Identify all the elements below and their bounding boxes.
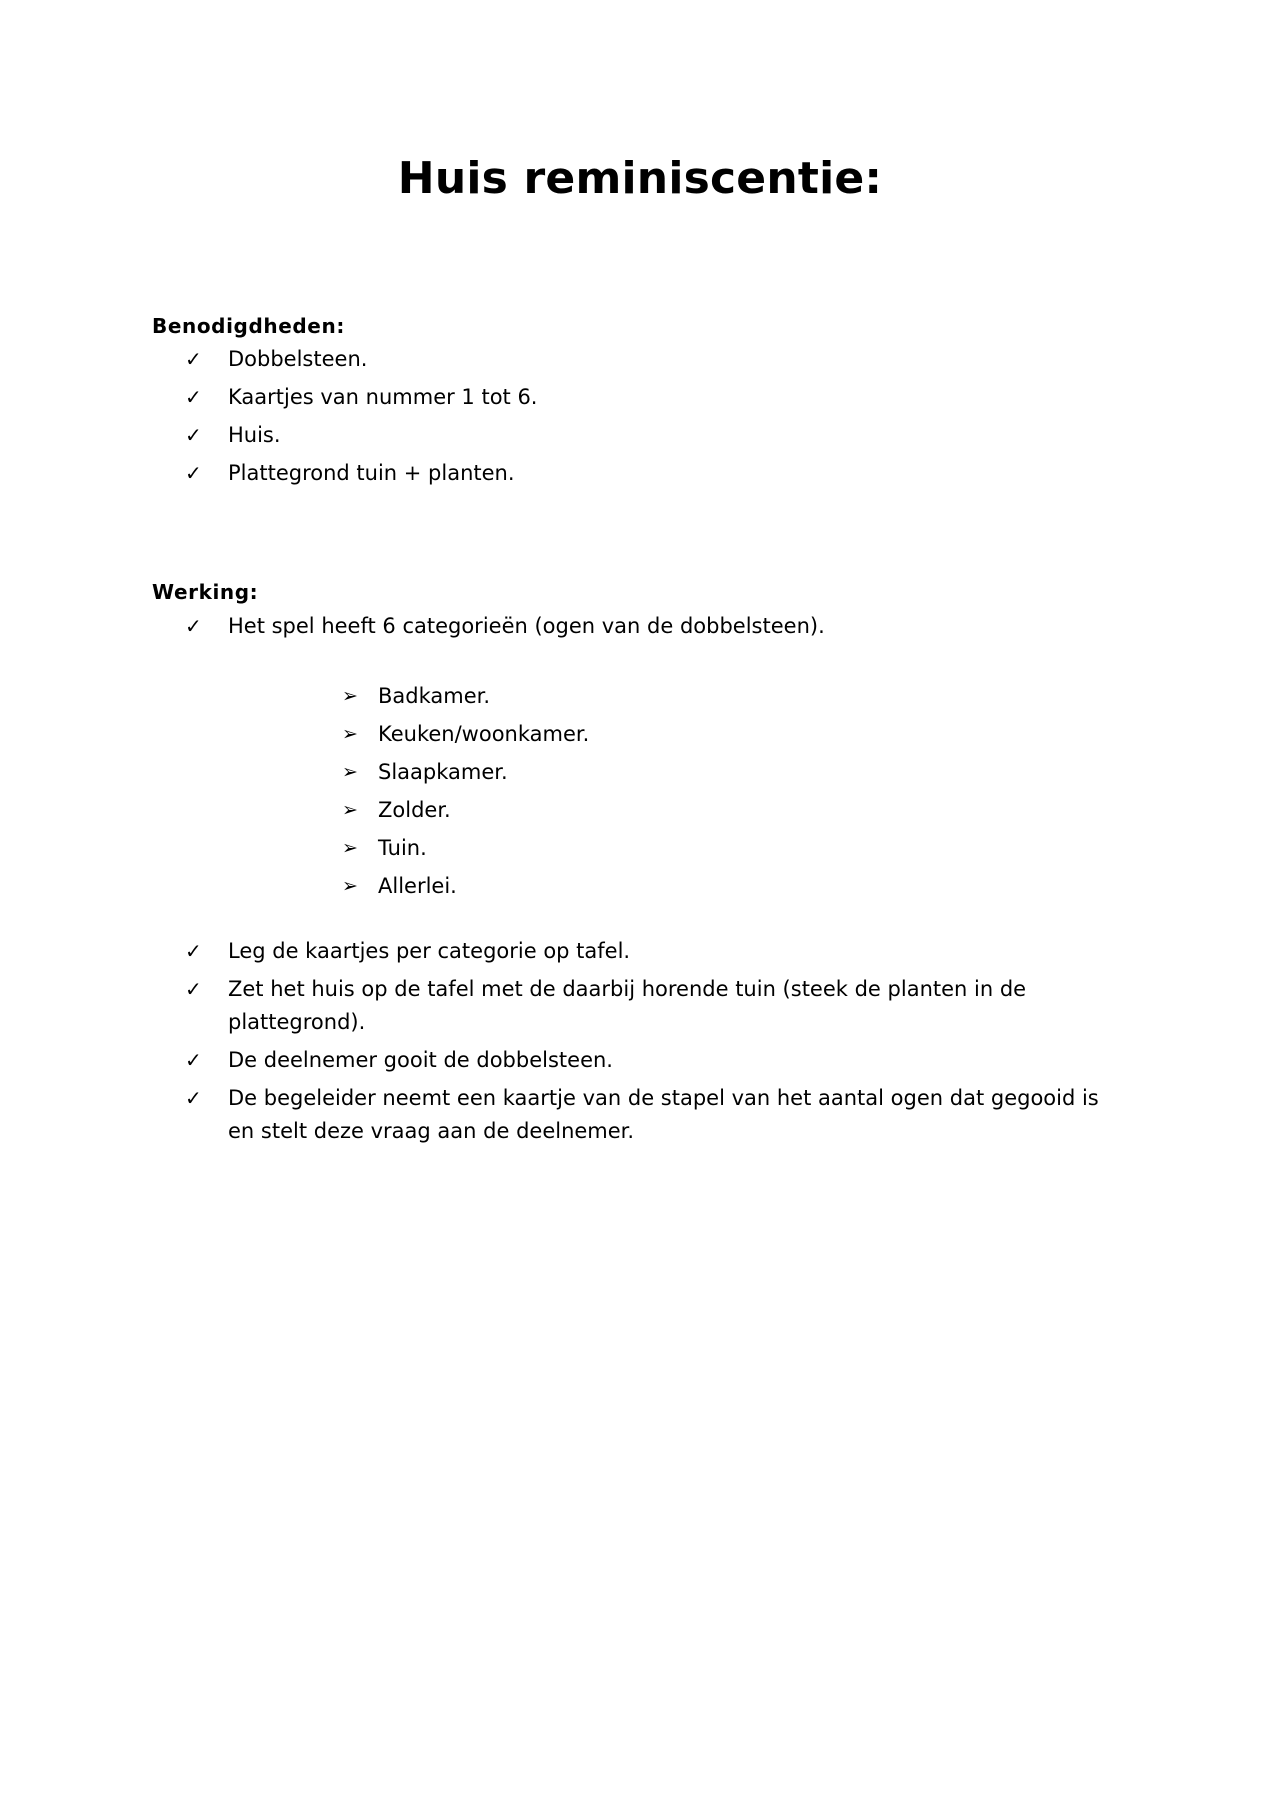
check-icon: ✓	[185, 385, 202, 409]
check-icon: ✓	[185, 423, 202, 447]
check-icon: ✓	[185, 1048, 202, 1072]
list-item-label: De deelnemer gooit de dobbelsteen.	[228, 1048, 613, 1072]
werking-steps-list	[152, 935, 1112, 1148]
list-item	[152, 756, 852, 789]
list-item	[152, 381, 1052, 414]
list-item-label: Plattegrond tuin + planten.	[228, 461, 515, 485]
list-item-label: Zolder.	[378, 798, 451, 822]
list-item	[152, 457, 1052, 490]
werking-intro-list	[152, 610, 1102, 643]
list-item-label: Dobbelsteen.	[228, 347, 368, 371]
list-item	[152, 973, 1112, 1039]
list-item	[152, 419, 1052, 452]
list-item	[152, 343, 1052, 376]
check-icon: ✓	[185, 977, 202, 1001]
list-item	[152, 870, 852, 903]
list-item-label: Keuken/woonkamer.	[378, 722, 590, 746]
check-icon: ✓	[185, 461, 202, 485]
benodigdheden-list	[152, 343, 1052, 490]
arrow-bullet-icon: ➢	[342, 875, 358, 897]
check-icon: ✓	[185, 347, 202, 371]
list-item	[152, 610, 1102, 643]
list-item-label: Leg de kaartjes per categorie op tafel.	[228, 939, 631, 963]
check-icon: ✓	[185, 939, 202, 963]
list-item-label: Allerlei.	[378, 874, 457, 898]
section-heading-benodigdheden: Benodigdheden:	[152, 313, 345, 338]
section-heading-werking: Werking:	[152, 579, 259, 604]
list-item-label: Tuin.	[378, 836, 427, 860]
list-item	[152, 794, 852, 827]
arrow-bullet-icon: ➢	[342, 685, 358, 707]
list-item	[152, 935, 1112, 968]
arrow-bullet-icon: ➢	[342, 837, 358, 859]
list-item-label: Badkamer.	[378, 684, 491, 708]
list-item-label: Het spel heeft 6 categorieën (ogen van de dobbelsteen).	[228, 614, 825, 638]
list-item	[152, 718, 852, 751]
arrow-bullet-icon: ➢	[342, 761, 358, 783]
list-item	[152, 1082, 1112, 1148]
list-item	[152, 1044, 1112, 1077]
list-item	[152, 832, 852, 865]
check-icon: ✓	[185, 614, 202, 638]
categories-list	[152, 680, 852, 903]
check-icon: ✓	[185, 1086, 202, 1110]
list-item-label: Slaapkamer.	[378, 760, 508, 784]
page-title: Huis reminiscentie:	[397, 153, 883, 205]
list-item-label: Kaartjes van nummer 1 tot 6.	[228, 385, 538, 409]
arrow-bullet-icon: ➢	[342, 799, 358, 821]
list-item-label: Zet het huis op de tafel met de daarbij horende tuin (steek de planten in de plattegrond).	[228, 977, 1027, 1034]
arrow-bullet-icon: ➢	[342, 723, 358, 745]
list-item-label: De begeleider neemt een kaartje van de stapel van het aantal ogen dat gegooid is en stelt deze vraag aan de deelnemer.	[228, 1086, 1099, 1143]
list-item-label: Huis.	[228, 423, 281, 447]
list-item	[152, 680, 852, 713]
